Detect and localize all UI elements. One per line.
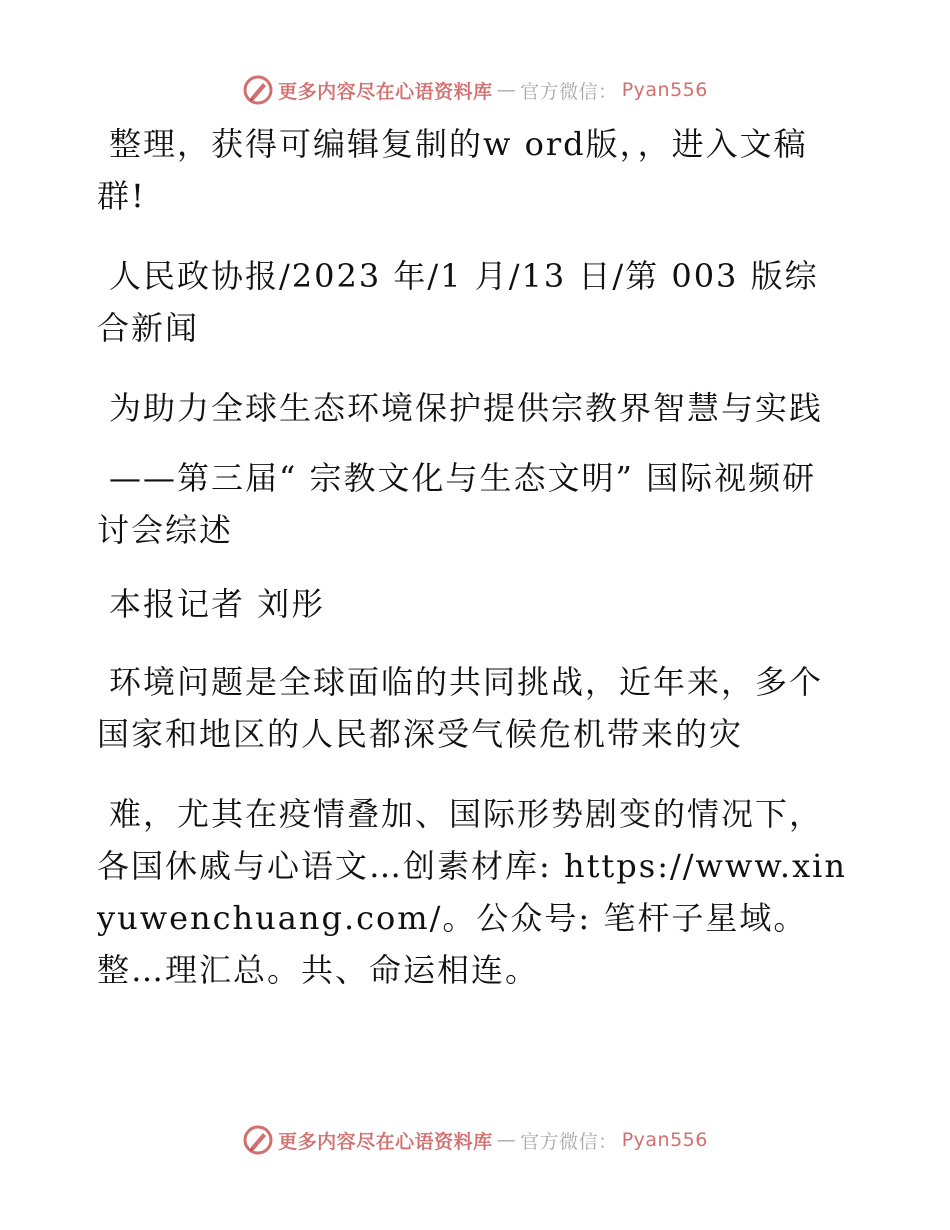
- header-banner-dash: —: [496, 79, 517, 101]
- footer-banner-wechat-id: Pyan556: [621, 1129, 708, 1151]
- pen-circle-icon: [242, 74, 274, 106]
- paragraph-body-1: 环境问题是全球面临的共同挑战，近年来，多个国家和地区的人民都深受气候危机带来的灾: [97, 663, 824, 753]
- header-banner-inner: [242, 74, 708, 106]
- footer-banner-dash: —: [496, 1129, 517, 1151]
- article-title: 为助力全球生态环境保护提供宗教界智慧与实践: [109, 389, 824, 427]
- paragraph-intro: 整理，获得可编辑复制的w ord版，，进入文稿群!: [97, 125, 808, 215]
- header-banner-main-text: 更多内容尽在心语资料库: [278, 80, 493, 103]
- paragraph-source: 人民政协报/2023 年/1 月/13 日/第 003 版综合新闻: [97, 257, 819, 347]
- footer-banner-sub-text: 官方微信：: [520, 1130, 618, 1153]
- article-byline: 本报记者 刘彤: [109, 585, 326, 623]
- footer-banner: [0, 1120, 950, 1160]
- footer-banner-inner: [242, 1124, 708, 1156]
- header-banner-wechat-id: Pyan556: [621, 79, 708, 101]
- paragraph-body-2: 难，尤其在疫情叠加、国际形势剧变的情况下，各国休戚与心语文…创素材库: https://www.xinyuwenchuang.com/。公众号: 笔杆子星域。整…理汇总。共、命运相连。: [97, 795, 847, 989]
- header-banner-sub-text: 官方微信：: [520, 80, 618, 103]
- header-banner: [0, 70, 950, 110]
- article-subtitle: ——第三届“ 宗教文化与生态文明” 国际视频研讨会综述: [97, 459, 817, 549]
- footer-banner-main-text: 更多内容尽在心语资料库: [278, 1130, 493, 1153]
- pen-circle-icon: [242, 1124, 274, 1156]
- document-body: [97, 118, 847, 996]
